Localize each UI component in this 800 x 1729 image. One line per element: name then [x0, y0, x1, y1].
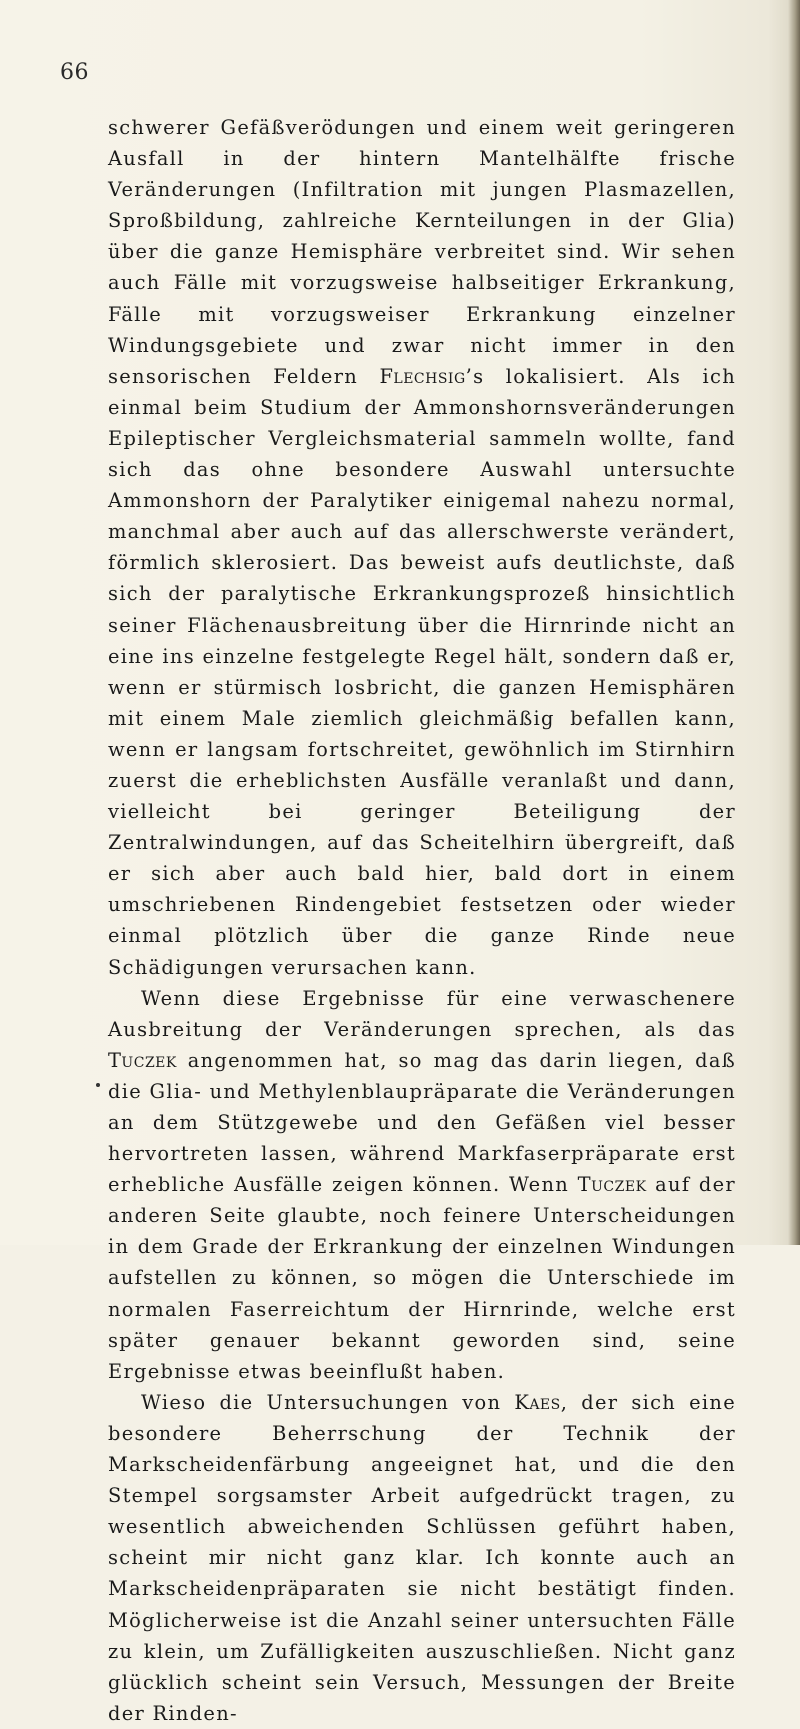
paragraph-2-text-1: Wenn diese Ergebnisse für eine verwaschenere Ausbreitung der Veränderungen sprechen, als das — [108, 986, 736, 1041]
paragraph-1 — [108, 112, 736, 983]
paragraph-3-text-2: , der sich eine besondere Beherrschung der Technik der Markscheidenfärbung angeeignet hat, und die den Stempel sorgsamster Arbeit aufgedrückt tragen, zu wesentlich abweichenden Schlüssen geführt haben, scheint mir nicht ganz klar. Ich konnte auch an Markscheidenpräparaten sie nicht bestätigt finden. Möglicherweise ist die Anzahl seiner untersuchten Fälle zu klein, um Zufälligkeiten auszuschließen. Nicht ganz glücklich scheint sein Versuch, Messungen der Breite der Rinden- — [108, 1390, 736, 1725]
author-name-tuczek-2: Tuczek — [577, 1173, 647, 1197]
paragraph-2-text-2: angenommen hat, so mag das darin liegen, daß die Glia- und Methylenblaupräparate die Veränderungen an dem Stützgewebe und den Gefäßen viel besser hervortreten lassen, während Markfaserpräparate erst erhebliche Ausfälle zeigen können. Wenn — [108, 1048, 736, 1197]
ink-speck — [96, 1083, 100, 1087]
page-number: 66 — [60, 60, 89, 85]
paragraph-3 — [108, 1387, 736, 1729]
paragraph-2-text-3: auf der anderen Seite glaubte, noch feinere Unterscheidungen in dem Grade der Erkrankung der einzelnen Windungen aufstellen zu können, so mögen die Unterschiede im normalen Faserreichtum der Hirnrinde, welche erst später genauer bekannt geworden sind, seine Ergebnisse etwas beeinflußt haben. — [108, 1173, 736, 1383]
author-name-tuczek-1: Tuczek — [108, 1048, 177, 1072]
author-name-flechsig: Flechsig — [379, 364, 466, 388]
body-text — [108, 112, 736, 1729]
page-edge-shadow — [788, 0, 800, 1245]
author-name-kaes: Kaes — [514, 1390, 561, 1414]
paragraph-1-text-2: ’s lokalisiert. Als ich einmal beim Studium der Ammonshornsveränderungen Epileptischer Vergleichsmaterial sammeln wollte, fand sich das ohne besondere Auswahl untersuchte Ammonshorn der Paralytiker einigemal nahezu normal, manchmal aber auch auf das allerschwerste verändert, förmlich sklerosiert. Das beweist aufs deutlichste, daß sich der paralytische Erkrankungsprozeß hinsichtlich seiner Flächenausbreitung über die Hirnrinde nicht an eine ins einzelne festgelegte Regel hält, sondern daß er, wenn er stürmisch losbricht, die ganzen Hemisphären mit einem Male ziemlich gleichmäßig befallen kann, wenn er langsam fortschreitet, gewöhnlich im Stirnhirn zuerst die erheblichsten Ausfälle veranlaßt und dann, vielleicht bei geringer Beteiligung der Zentralwindungen, auf das Scheitelhirn übergreift, daß er sich aber auch bald hier, bald dort in einem umschriebenen Rindengebiet festsetzen oder wieder einmal plötzlich über die ganze Rinde neue Schädigungen verursachen kann. — [108, 364, 737, 979]
paragraph-3-text-1: Wieso die Untersuchungen von — [141, 1390, 515, 1414]
paragraph-2 — [108, 983, 736, 1387]
paragraph-1-text-1: schwerer Gefäßverödungen und einem weit geringeren Ausfall in der hintern Mantelhälfte frische Veränderungen (Infiltration mit jungen Plasmazellen, Sproßbildung, zahlreiche Kernteilungen in der Glia) über die ganze Hemisphäre verbreitet sind. Wir sehen auch Fälle mit vorzugsweise halbseitiger Erkrankung, Fälle mit vorzugsweiser Erkrankung einzelner Windungsgebiete und zwar nicht immer in den sensorischen Feldern — [108, 116, 736, 388]
